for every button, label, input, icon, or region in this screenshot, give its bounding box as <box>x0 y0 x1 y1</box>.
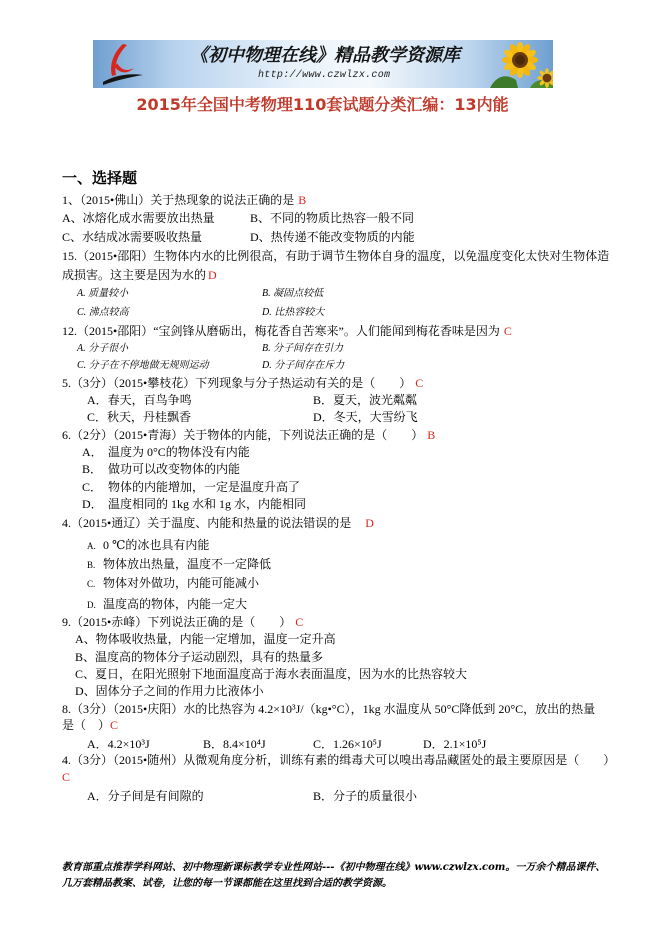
option-label: D． <box>82 497 103 511</box>
question-text: 9.（2015•赤峰）下列说法正确的是（ ） <box>62 615 292 629</box>
answer-letter: B <box>427 428 436 442</box>
q9-stem <box>62 615 303 629</box>
option-label: B． <box>82 462 103 476</box>
question-text: 1、（2015•佛山）关于热现象的说法正确的是 <box>62 193 295 207</box>
q4-suizhou-stem: 4.（3分）（2015•随州）从微观角度分析，训练有素的缉毒犬可以嗅出毒品藏匿处的最主要原因是（ ） <box>62 753 616 767</box>
q4-tongliao-stem <box>62 516 374 530</box>
option-label: C． <box>82 480 103 494</box>
question-text: 成损害。这主要是因为水的 <box>62 268 207 282</box>
option-text: 物体放出热量，温度不一定降低 <box>103 557 272 571</box>
q15-option-b: B. 凝固点较低 <box>262 288 324 299</box>
q4-suizhou-option-a: A．分子间是有间隙的 <box>87 789 204 803</box>
q5-option-a: A．春天，百鸟争鸣 <box>87 393 192 407</box>
q5-option-b: B．夏天，波光粼粼 <box>313 393 418 407</box>
q1-option-c: C、水结成冰需要吸收热量 <box>62 230 203 244</box>
q4-tongliao-option-c <box>87 576 259 591</box>
q8-stem-line-1: 8.（3分）（2015•庆阳）水的比热容为 4.2×10³J/（kg•°C），1kg 水温度从 50°C降低到 20°C，放出的热量 <box>62 702 596 716</box>
q15-option-a: A. 质量较小 <box>77 288 129 299</box>
q12-option-a: A. 分子很小 <box>77 343 129 354</box>
q1-option-b: B、不同的物质比热容一般不同 <box>250 211 415 225</box>
q15-stem-line-2 <box>62 268 217 282</box>
answer-letter: C <box>295 615 304 629</box>
q1-option-a: A、冰熔化成水需要放出热量 <box>62 211 215 225</box>
option-text: 温度高的物体，内能一定大 <box>103 597 248 611</box>
option-text: 物体对外做功，内能可能减小 <box>103 576 260 590</box>
option-text: 温度为 0°C的物体没有内能 <box>108 445 250 459</box>
q4-tongliao-option-d <box>87 597 247 612</box>
q15-stem-line-1: 15.（2015•邵阳）生物体内水的比例很高，有助于调节生物体自身的温度，以免温度变化太快对生物体造 <box>62 249 610 263</box>
q12-option-b: B. 分子间存在引力 <box>262 343 344 354</box>
q5-option-d: D．冬天，大雪纷飞 <box>313 410 418 424</box>
question-text: 12.（2015•邵阳）“宝剑锋从磨砺出，梅花香自苦寒来”。人们能闻到梅花香味是因为 <box>62 324 500 338</box>
footer-line-1: 教育部重点推荐学科网站、初中物理新课标教学专业性网站---《初中物理在线》www.czwlzx.com。一万余个精品课件、 <box>62 862 606 873</box>
option-text: 0 ℃的冰也具有内能 <box>103 538 210 552</box>
banner-url: http://www.czwlzx.com <box>258 70 391 81</box>
q6-option-b <box>82 462 240 476</box>
footer-line-2: 几万套精品教案、试卷，让您的每一节课都能在这里找到合适的教学资源。 <box>62 878 392 889</box>
answer-letter: C <box>415 376 424 390</box>
q4-suizhou-option-b: B．分子的质量很小 <box>313 789 418 803</box>
q12-stem <box>62 324 512 338</box>
q9-option-b: B、温度高的物体分子运动剧烈，具有的热量多 <box>75 650 324 664</box>
q6-option-a <box>82 445 250 459</box>
q4-tongliao-option-b <box>87 557 271 572</box>
q1-stem <box>62 193 306 207</box>
question-text: 4.（2015•通辽）关于温度、内能和热量的说法错误的是 <box>62 516 352 530</box>
option-label: C. <box>87 579 96 589</box>
option-label: B. <box>87 560 96 570</box>
q8-stem-line-2 <box>62 718 118 732</box>
answer-letter: B <box>298 193 307 207</box>
q6-option-d <box>82 497 306 511</box>
answer-letter: C <box>503 324 512 338</box>
q4-tongliao-option-a <box>87 538 209 553</box>
option-label: A． <box>82 445 103 459</box>
q8-option-c: C．1.26×10⁵J <box>313 737 382 751</box>
section-title: 一、选择题 <box>62 169 138 187</box>
question-text: 6.（2分）（2015•青海）关于物体的内能，下列说法正确的是（ ） <box>62 428 424 442</box>
sunflower-image <box>490 40 553 88</box>
question-text: 5.（3分）（2015•攀枝花）下列现象与分子热运动有关的是（ ） <box>62 376 412 390</box>
q15-option-c: C. 沸点较高 <box>77 307 129 318</box>
answer-letter: D <box>365 516 374 530</box>
q8-option-a: A．4.2×10³J <box>87 737 150 751</box>
answer-letter: C <box>62 770 71 784</box>
q8-option-b: B．8.4×10⁴J <box>203 737 266 751</box>
q1-option-d: D、热传递不能改变物质的内能 <box>250 230 415 244</box>
header-banner <box>93 40 553 88</box>
q15-option-d: D. 比热容较大 <box>262 307 325 318</box>
banner-title: 《初中物理在线》精品教学资源库 <box>190 45 460 66</box>
q4-suizhou-answer <box>62 770 70 784</box>
option-text: 做功可以改变物体的内能 <box>108 462 241 476</box>
site-logo-icon <box>101 42 145 86</box>
question-text: 是（ ） <box>62 718 111 732</box>
option-label: D. <box>87 600 96 610</box>
document-title: 2015年全国中考物理110套试题分类汇编：13内能 <box>136 95 509 114</box>
q12-option-d: D. 分子间存在斥力 <box>262 360 345 371</box>
answer-letter: D <box>208 268 217 282</box>
answer-letter: C <box>110 718 119 732</box>
option-text: 温度相同的 1kg 水和 1g 水，内能相同 <box>108 497 307 511</box>
q9-option-a: A、物体吸收热量，内能一定增加，温度一定升高 <box>75 632 336 646</box>
q9-option-c: C、夏日，在阳光照射下地面温度高于海水表面温度，因为水的比热容较大 <box>75 667 468 681</box>
q12-option-c: C. 分子在不停地做无规则运动 <box>77 360 209 371</box>
option-label: A. <box>87 541 96 551</box>
q9-option-d: D、固体分子之间的作用力比液体小 <box>75 684 264 698</box>
option-text: 物体的内能增加，一定是温度升高了 <box>108 480 301 494</box>
q5-stem <box>62 376 423 390</box>
q5-option-c: C．秋天，丹桂飘香 <box>87 410 192 424</box>
q6-stem <box>62 428 435 442</box>
q8-option-d: D．2.1×10⁵J <box>423 737 487 751</box>
q6-option-c <box>82 480 300 494</box>
